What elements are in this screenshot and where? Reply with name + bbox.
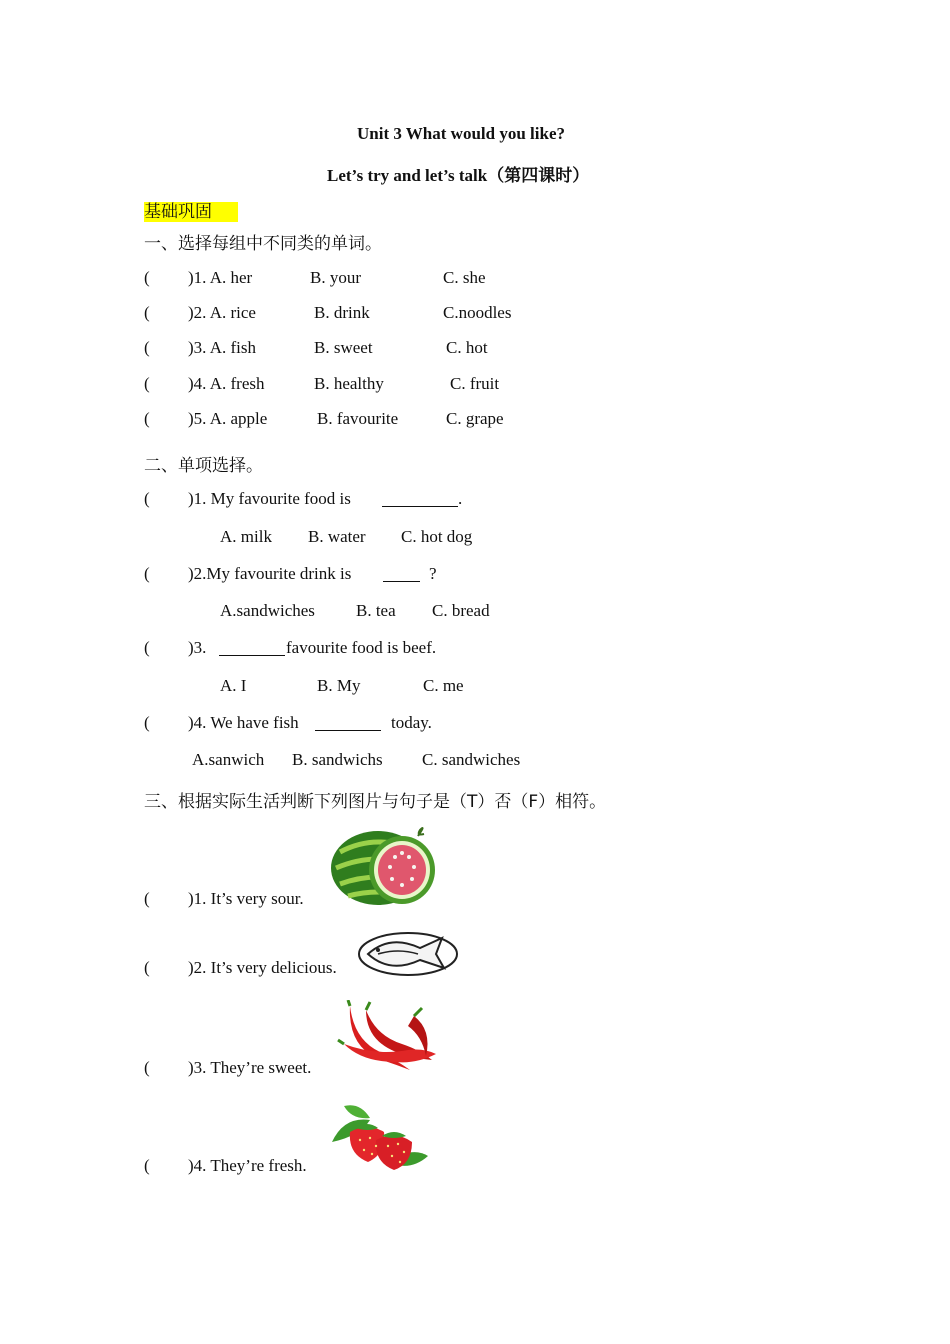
answer-blank xyxy=(315,715,381,731)
highlight-label: 基础巩固 xyxy=(144,197,238,222)
watermelon-image xyxy=(330,822,436,908)
answer-blank xyxy=(382,491,458,507)
page-title: Unit 3 What would you like? xyxy=(357,124,565,143)
page-subtitle: Let’s try and let’s talk（第四课时） xyxy=(327,166,590,185)
chili-peppers-image xyxy=(336,1000,440,1076)
answer-blank xyxy=(383,566,420,582)
answer-blank xyxy=(219,640,285,656)
section2-heading: 二、单项选择。 xyxy=(144,456,263,476)
fish-image xyxy=(356,928,460,978)
strawberries-image xyxy=(330,1102,430,1176)
section1-heading: 一、选择每组中不同类的单词。 xyxy=(144,234,382,254)
section3-heading: 三、根据实际生活判断下列图片与句子是（T）否（F）相符。 xyxy=(144,792,607,812)
